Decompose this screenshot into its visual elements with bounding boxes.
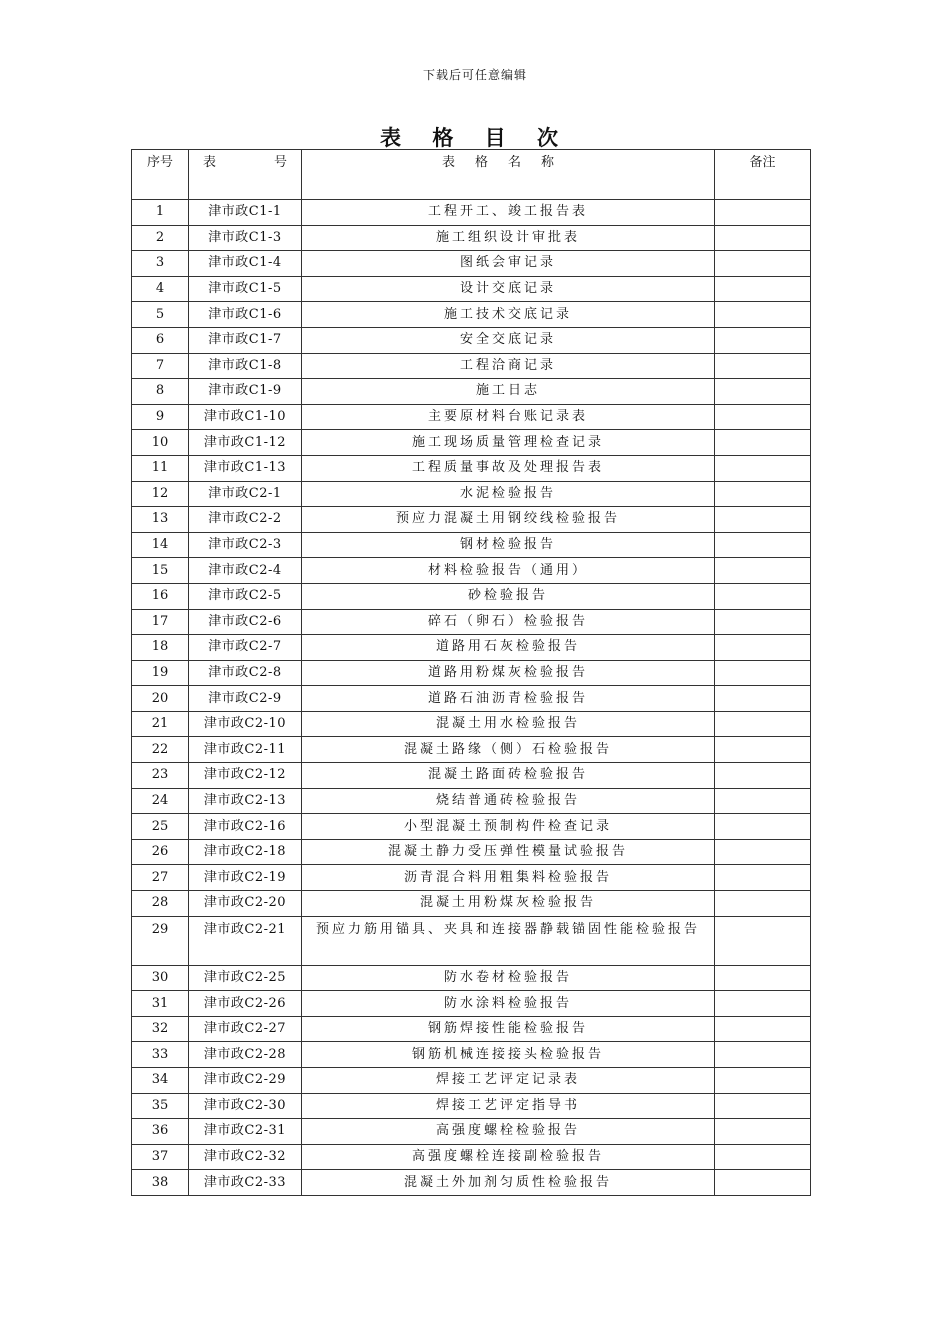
cell-seq: 22 — [132, 737, 189, 763]
cell-code: 津市政C1-1 — [189, 200, 302, 226]
cell-code: 津市政C1-9 — [189, 379, 302, 405]
cell-seq: 34 — [132, 1068, 189, 1094]
cell-seq: 37 — [132, 1144, 189, 1170]
cell-seq: 36 — [132, 1119, 189, 1145]
cell-name: 施工日志 — [302, 379, 715, 405]
table-row — [132, 1144, 811, 1170]
cell-seq: 1 — [132, 200, 189, 226]
table-row — [132, 763, 811, 789]
table-row — [132, 609, 811, 635]
cell-remark — [715, 430, 811, 456]
cell-code: 津市政C2-5 — [189, 583, 302, 609]
cell-name: 安全交底记录 — [302, 327, 715, 353]
cell-remark — [715, 1119, 811, 1145]
cell-code: 津市政C2-4 — [189, 558, 302, 584]
cell-remark — [715, 327, 811, 353]
cell-code: 津市政C2-18 — [189, 839, 302, 865]
cell-remark — [715, 686, 811, 712]
cell-name: 工程质量事故及处理报告表 — [302, 455, 715, 481]
cell-remark — [715, 276, 811, 302]
header-seq: 序号 — [132, 150, 189, 200]
cell-name: 防水卷材检验报告 — [302, 965, 715, 991]
cell-seq: 29 — [132, 916, 189, 965]
cell-remark — [715, 225, 811, 251]
page-header-note: 下载后可任意编辑 — [422, 68, 527, 82]
cell-remark — [715, 1042, 811, 1068]
header-code: 表 号 — [189, 150, 302, 200]
table-row — [132, 430, 811, 456]
cell-name: 预应力筋用锚具、夹具和连接器静载锚固性能检验报告 — [302, 916, 715, 965]
cell-code: 津市政C2-3 — [189, 532, 302, 558]
table-row — [132, 1119, 811, 1145]
cell-name: 水泥检验报告 — [302, 481, 715, 507]
cell-remark — [715, 991, 811, 1017]
cell-seq: 20 — [132, 686, 189, 712]
table-row — [132, 737, 811, 763]
table-row — [132, 455, 811, 481]
cell-seq: 3 — [132, 251, 189, 277]
table-row — [132, 965, 811, 991]
cell-code: 津市政C1-12 — [189, 430, 302, 456]
cell-name: 施工组织设计审批表 — [302, 225, 715, 251]
header-remark: 备注 — [715, 150, 811, 200]
cell-name: 烧结普通砖检验报告 — [302, 788, 715, 814]
table-row — [132, 583, 811, 609]
cell-name: 混凝土用粉煤灰检验报告 — [302, 891, 715, 917]
cell-name: 混凝土路面砖检验报告 — [302, 763, 715, 789]
cell-seq: 15 — [132, 558, 189, 584]
cell-seq: 6 — [132, 327, 189, 353]
table-row — [132, 1093, 811, 1119]
header-name: 表格名称 — [302, 150, 715, 200]
cell-remark — [715, 865, 811, 891]
cell-code: 津市政C2-28 — [189, 1042, 302, 1068]
cell-name: 碎石（卵石）检验报告 — [302, 609, 715, 635]
table-row — [132, 1016, 811, 1042]
cell-remark — [715, 200, 811, 226]
table-body — [132, 200, 811, 1196]
cell-name: 钢筋机械连接接头检验报告 — [302, 1042, 715, 1068]
cell-name: 施工现场质量管理检查记录 — [302, 430, 715, 456]
cell-code: 津市政C2-20 — [189, 891, 302, 917]
table-row — [132, 686, 811, 712]
cell-remark — [715, 1170, 811, 1196]
cell-remark — [715, 635, 811, 661]
table-row — [132, 327, 811, 353]
cell-name: 焊接工艺评定指导书 — [302, 1093, 715, 1119]
cell-name: 高强度螺栓检验报告 — [302, 1119, 715, 1145]
cell-remark — [715, 737, 811, 763]
cell-remark — [715, 1093, 811, 1119]
cell-seq: 17 — [132, 609, 189, 635]
cell-name: 沥青混合料用粗集料检验报告 — [302, 865, 715, 891]
table-row — [132, 991, 811, 1017]
cell-name: 混凝土外加剂匀质性检验报告 — [302, 1170, 715, 1196]
cell-seq: 8 — [132, 379, 189, 405]
cell-name: 施工技术交底记录 — [302, 302, 715, 328]
cell-remark — [715, 481, 811, 507]
cell-seq: 35 — [132, 1093, 189, 1119]
cell-name: 砂检验报告 — [302, 583, 715, 609]
cell-seq: 21 — [132, 711, 189, 737]
table-row — [132, 276, 811, 302]
cell-remark — [715, 711, 811, 737]
cell-code: 津市政C2-11 — [189, 737, 302, 763]
cell-name: 预应力混凝土用钢绞线检验报告 — [302, 507, 715, 533]
page-title: 表 格 目 次 — [380, 125, 570, 150]
cell-code: 津市政C2-19 — [189, 865, 302, 891]
cell-seq: 27 — [132, 865, 189, 891]
table-row — [132, 200, 811, 226]
cell-seq: 30 — [132, 965, 189, 991]
cell-code: 津市政C1-7 — [189, 327, 302, 353]
table-header-row — [132, 150, 811, 200]
table-row — [132, 379, 811, 405]
cell-name: 防水涂料检验报告 — [302, 991, 715, 1017]
cell-code: 津市政C2-26 — [189, 991, 302, 1017]
cell-remark — [715, 404, 811, 430]
cell-remark — [715, 583, 811, 609]
cell-name: 材料检验报告（通用） — [302, 558, 715, 584]
cell-seq: 7 — [132, 353, 189, 379]
cell-remark — [715, 916, 811, 965]
cell-seq: 32 — [132, 1016, 189, 1042]
cell-code: 津市政C2-9 — [189, 686, 302, 712]
table-row — [132, 353, 811, 379]
table-row — [132, 814, 811, 840]
cell-remark — [715, 507, 811, 533]
cell-code: 津市政C2-7 — [189, 635, 302, 661]
table-row — [132, 251, 811, 277]
table-row — [132, 1042, 811, 1068]
cell-name: 混凝土用水检验报告 — [302, 711, 715, 737]
cell-remark — [715, 353, 811, 379]
cell-code: 津市政C2-31 — [189, 1119, 302, 1145]
cell-remark — [715, 1068, 811, 1094]
cell-code: 津市政C2-12 — [189, 763, 302, 789]
table-row — [132, 1068, 811, 1094]
cell-remark — [715, 814, 811, 840]
cell-remark — [715, 609, 811, 635]
cell-seq: 24 — [132, 788, 189, 814]
cell-code: 津市政C1-6 — [189, 302, 302, 328]
cell-code: 津市政C2-33 — [189, 1170, 302, 1196]
cell-code: 津市政C2-27 — [189, 1016, 302, 1042]
cell-name: 道路用粉煤灰检验报告 — [302, 660, 715, 686]
cell-seq: 38 — [132, 1170, 189, 1196]
cell-remark — [715, 763, 811, 789]
table-row — [132, 891, 811, 917]
table-row — [132, 839, 811, 865]
table-row — [132, 660, 811, 686]
cell-seq: 28 — [132, 891, 189, 917]
table-row — [132, 711, 811, 737]
cell-name: 小型混凝土预制构件检查记录 — [302, 814, 715, 840]
cell-code: 津市政C2-13 — [189, 788, 302, 814]
cell-seq: 26 — [132, 839, 189, 865]
cell-seq: 23 — [132, 763, 189, 789]
cell-code: 津市政C1-5 — [189, 276, 302, 302]
table-row — [132, 481, 811, 507]
cell-code: 津市政C2-6 — [189, 609, 302, 635]
cell-code: 津市政C2-10 — [189, 711, 302, 737]
cell-seq: 19 — [132, 660, 189, 686]
cell-seq: 5 — [132, 302, 189, 328]
cell-code: 津市政C2-8 — [189, 660, 302, 686]
cell-seq: 16 — [132, 583, 189, 609]
cell-code: 津市政C2-16 — [189, 814, 302, 840]
cell-remark — [715, 558, 811, 584]
table-row — [132, 404, 811, 430]
cell-seq: 33 — [132, 1042, 189, 1068]
cell-code: 津市政C1-4 — [189, 251, 302, 277]
cell-seq: 10 — [132, 430, 189, 456]
table-row — [132, 635, 811, 661]
cell-code: 津市政C1-8 — [189, 353, 302, 379]
cell-remark — [715, 965, 811, 991]
cell-remark — [715, 532, 811, 558]
cell-code: 津市政C2-21 — [189, 916, 302, 965]
cell-seq: 2 — [132, 225, 189, 251]
cell-seq: 18 — [132, 635, 189, 661]
cell-name: 道路用石灰检验报告 — [302, 635, 715, 661]
cell-remark — [715, 839, 811, 865]
cell-code: 津市政C2-1 — [189, 481, 302, 507]
cell-remark — [715, 302, 811, 328]
cell-name: 焊接工艺评定记录表 — [302, 1068, 715, 1094]
cell-name: 设计交底记录 — [302, 276, 715, 302]
cell-name: 主要原材料台账记录表 — [302, 404, 715, 430]
cell-code: 津市政C2-32 — [189, 1144, 302, 1170]
cell-remark — [715, 891, 811, 917]
cell-seq: 31 — [132, 991, 189, 1017]
table-row — [132, 302, 811, 328]
table-row — [132, 507, 811, 533]
cell-code: 津市政C2-25 — [189, 965, 302, 991]
cell-seq: 25 — [132, 814, 189, 840]
cell-name: 图纸会审记录 — [302, 251, 715, 277]
cell-seq: 4 — [132, 276, 189, 302]
cell-remark — [715, 455, 811, 481]
cell-name: 混凝土路缘（侧）石检验报告 — [302, 737, 715, 763]
cell-code: 津市政C1-3 — [189, 225, 302, 251]
cell-name: 工程开工、竣工报告表 — [302, 200, 715, 226]
cell-code: 津市政C1-10 — [189, 404, 302, 430]
cell-name: 工程洽商记录 — [302, 353, 715, 379]
cell-code: 津市政C2-2 — [189, 507, 302, 533]
cell-code: 津市政C2-29 — [189, 1068, 302, 1094]
table-row — [132, 532, 811, 558]
table-row — [132, 788, 811, 814]
cell-name: 道路石油沥青检验报告 — [302, 686, 715, 712]
form-index-table — [131, 149, 811, 1196]
table-row — [132, 1170, 811, 1196]
cell-remark — [715, 251, 811, 277]
cell-name: 混凝土静力受压弹性模量试验报告 — [302, 839, 715, 865]
cell-remark — [715, 788, 811, 814]
cell-name: 高强度螺栓连接副检验报告 — [302, 1144, 715, 1170]
cell-name: 钢材检验报告 — [302, 532, 715, 558]
table-row — [132, 916, 811, 965]
cell-seq: 12 — [132, 481, 189, 507]
cell-name: 钢筋焊接性能检验报告 — [302, 1016, 715, 1042]
cell-remark — [715, 660, 811, 686]
cell-seq: 9 — [132, 404, 189, 430]
cell-remark — [715, 1144, 811, 1170]
cell-code: 津市政C1-13 — [189, 455, 302, 481]
cell-remark — [715, 1016, 811, 1042]
cell-remark — [715, 379, 811, 405]
table-row — [132, 865, 811, 891]
cell-seq: 13 — [132, 507, 189, 533]
table-row — [132, 225, 811, 251]
cell-seq: 11 — [132, 455, 189, 481]
cell-code: 津市政C2-30 — [189, 1093, 302, 1119]
cell-seq: 14 — [132, 532, 189, 558]
table-row — [132, 558, 811, 584]
